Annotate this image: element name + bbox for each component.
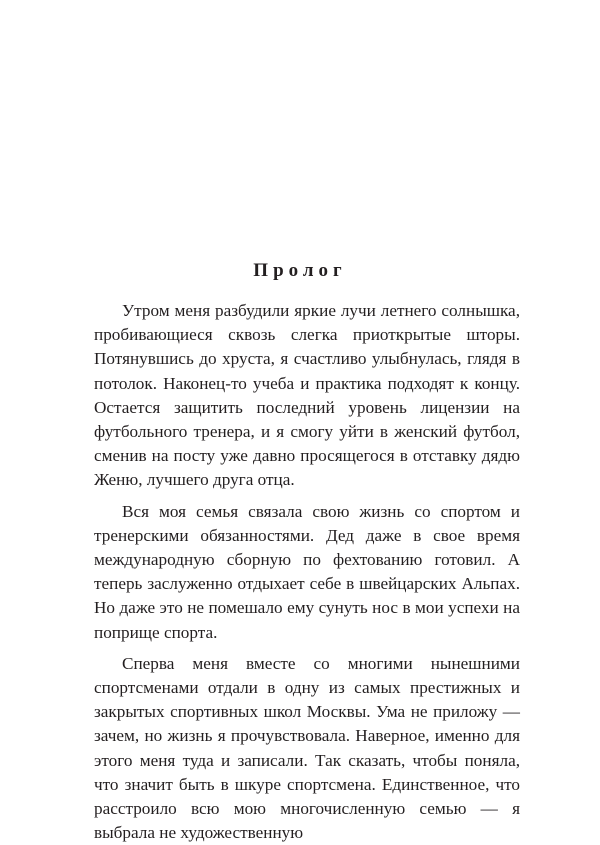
paragraph: Утром меня разбудили яркие лучи летнего солнышка, пробивающиеся сквозь слегка приоткрытые шторы. Потянувшись до хруста, я счастливо улыбнулась, глядя в потолок. Наконец-то учеба и практика подходят к концу. Остается защитить последний уровень лицензии на футбольного тренера, и я смогу уйти в женский футбол, сменив на посту уже давно просящегося в отставку дядю Женю, лучшего друга отца.: [94, 301, 520, 490]
chapter-title: Пролог: [253, 260, 347, 281]
paragraph: Сперва меня вместе со многими нынешними спортсменами отдали в одну из самых престижных и закрытых спортивных школ Москвы. Ума не приложу — зачем, но жизнь я прочувствовала. Наверное, именно для этого меня туда и записали. Так сказать, чтобы поняла, что значит быть в шкуре спортсмена. Единственное, что расстроило всю мою многочисленную семью — я выбрала не художественную: [94, 653, 520, 843]
paragraph: Вся моя семья связала свою жизнь со спортом и тренерскими обязанностями. Дед даже в свое время международную сборную по фехтованию готовил. А теперь заслуженно отдыхает себе в швейцарских Альпах. Но даже это не помешало ему сунуть нос в мои успехи на поприще спорта.: [94, 501, 520, 642]
body-text: [94, 299, 520, 845]
